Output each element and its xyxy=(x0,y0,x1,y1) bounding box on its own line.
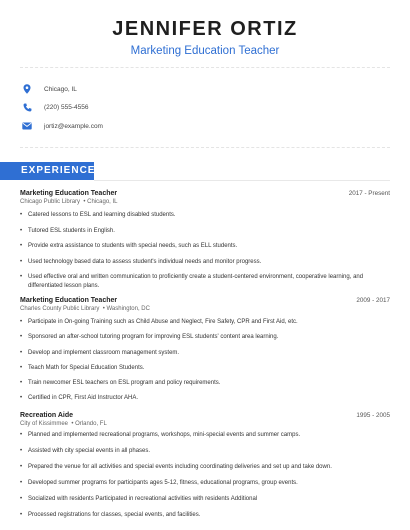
bullet-item: • Used effective oral and written communication to proficiently create a student-centered environment, cooperative learning, and differentiated lesson plans. xyxy=(20,273,390,290)
job-employer: Chicago Public Library • Chicago, IL xyxy=(20,199,118,205)
header-divider xyxy=(20,67,390,68)
bullet-item: • Socialized with residents Participated in recreational activities with residents Additional xyxy=(20,495,390,504)
envelope-icon xyxy=(20,119,34,133)
job-entry xyxy=(20,190,390,290)
bullet-item: • Assisted with city special events in all phases. xyxy=(20,447,390,456)
bullet-item: • Certified in CPR, First Aid Instructor AHA. xyxy=(20,394,390,403)
resume-header xyxy=(0,0,410,58)
job-bullets xyxy=(20,431,390,520)
section-rule xyxy=(94,180,390,181)
contact-divider xyxy=(20,147,390,148)
job-title: Marketing Education Teacher xyxy=(20,297,118,304)
location-text: Chicago, IL xyxy=(44,85,77,93)
bullet-item: • Tutored ESL students in English. xyxy=(20,227,390,236)
job-entry xyxy=(20,412,390,520)
bullet-item: • Developed summer programs for participants ages 5-12, fitness, educational programs, group events. xyxy=(20,479,390,488)
job-employer: Charles County Public Library • Washington, DC xyxy=(20,306,150,312)
job-location: Chicago, IL xyxy=(87,199,118,205)
bullet-item: • Teach Math for Special Education Students. xyxy=(20,364,390,373)
bullet-item: • Provide extra assistance to students with special needs, such as ELL students. xyxy=(20,242,390,251)
contact-email xyxy=(20,119,103,133)
job-org: City of Kissimmee xyxy=(20,421,69,427)
map-pin-icon xyxy=(20,82,34,96)
job-location: Washington, DC xyxy=(106,306,150,312)
job-location: Orlando, FL xyxy=(75,421,107,427)
job-dates: 1995 - 2005 xyxy=(356,412,390,419)
candidate-name: JENNIFER ORTIZ xyxy=(112,18,298,40)
email-link[interactable]: jortiz@example.com xyxy=(44,122,103,130)
bullet-item: • Planned and implemented recreational programs, workshops, mini-special events and summer camps. xyxy=(20,431,390,440)
bullet-item: • Used technology based data to assess student's individual needs and monitor progress. xyxy=(20,258,390,267)
job-employer: City of Kissimmee • Orlando, FL xyxy=(20,421,107,427)
job-dates: 2017 - Present xyxy=(348,190,390,197)
contact-list xyxy=(20,82,103,134)
job-entry xyxy=(20,297,390,403)
job-org: Charles County Public Library xyxy=(20,306,100,312)
experience-heading: EXPERIENCE xyxy=(0,162,94,180)
bullet-item: • Develop and implement classroom management system. xyxy=(20,349,390,358)
job-bullets xyxy=(20,211,390,290)
bullet-item: • Participate in On-going Training such as Child Abuse and Neglect, Fire Safety, CPR and First Aid, etc. xyxy=(20,318,390,327)
job-title: Marketing Education Teacher xyxy=(20,190,118,197)
phone-icon xyxy=(20,101,34,115)
job-org: Chicago Public Library xyxy=(20,199,81,205)
contact-phone xyxy=(20,101,103,115)
job-title: Recreation Aide xyxy=(20,412,74,419)
bullet-item: • Catered lessons to ESL and learning disabled students. xyxy=(20,211,390,220)
job-dates: 2009 - 2017 xyxy=(356,297,390,304)
bullet-item: • Prepared the venue for all activities and special events including coordinating deliveries and set up and take down. xyxy=(20,463,390,472)
bullet-item: • Train newcomer ESL teachers on ESL program and policy requirements. xyxy=(20,379,390,388)
job-bullets xyxy=(20,318,390,403)
bullet-item: • Processed registrations for classes, special events, and facilities. xyxy=(20,511,390,520)
bullet-item: • Sponsored an after-school tutoring program for improving ESL students' content area learning. xyxy=(20,333,390,342)
contact-location xyxy=(20,82,103,96)
phone-text: (220) 555-4556 xyxy=(44,104,89,111)
candidate-title: Marketing Education Teacher xyxy=(130,45,280,57)
